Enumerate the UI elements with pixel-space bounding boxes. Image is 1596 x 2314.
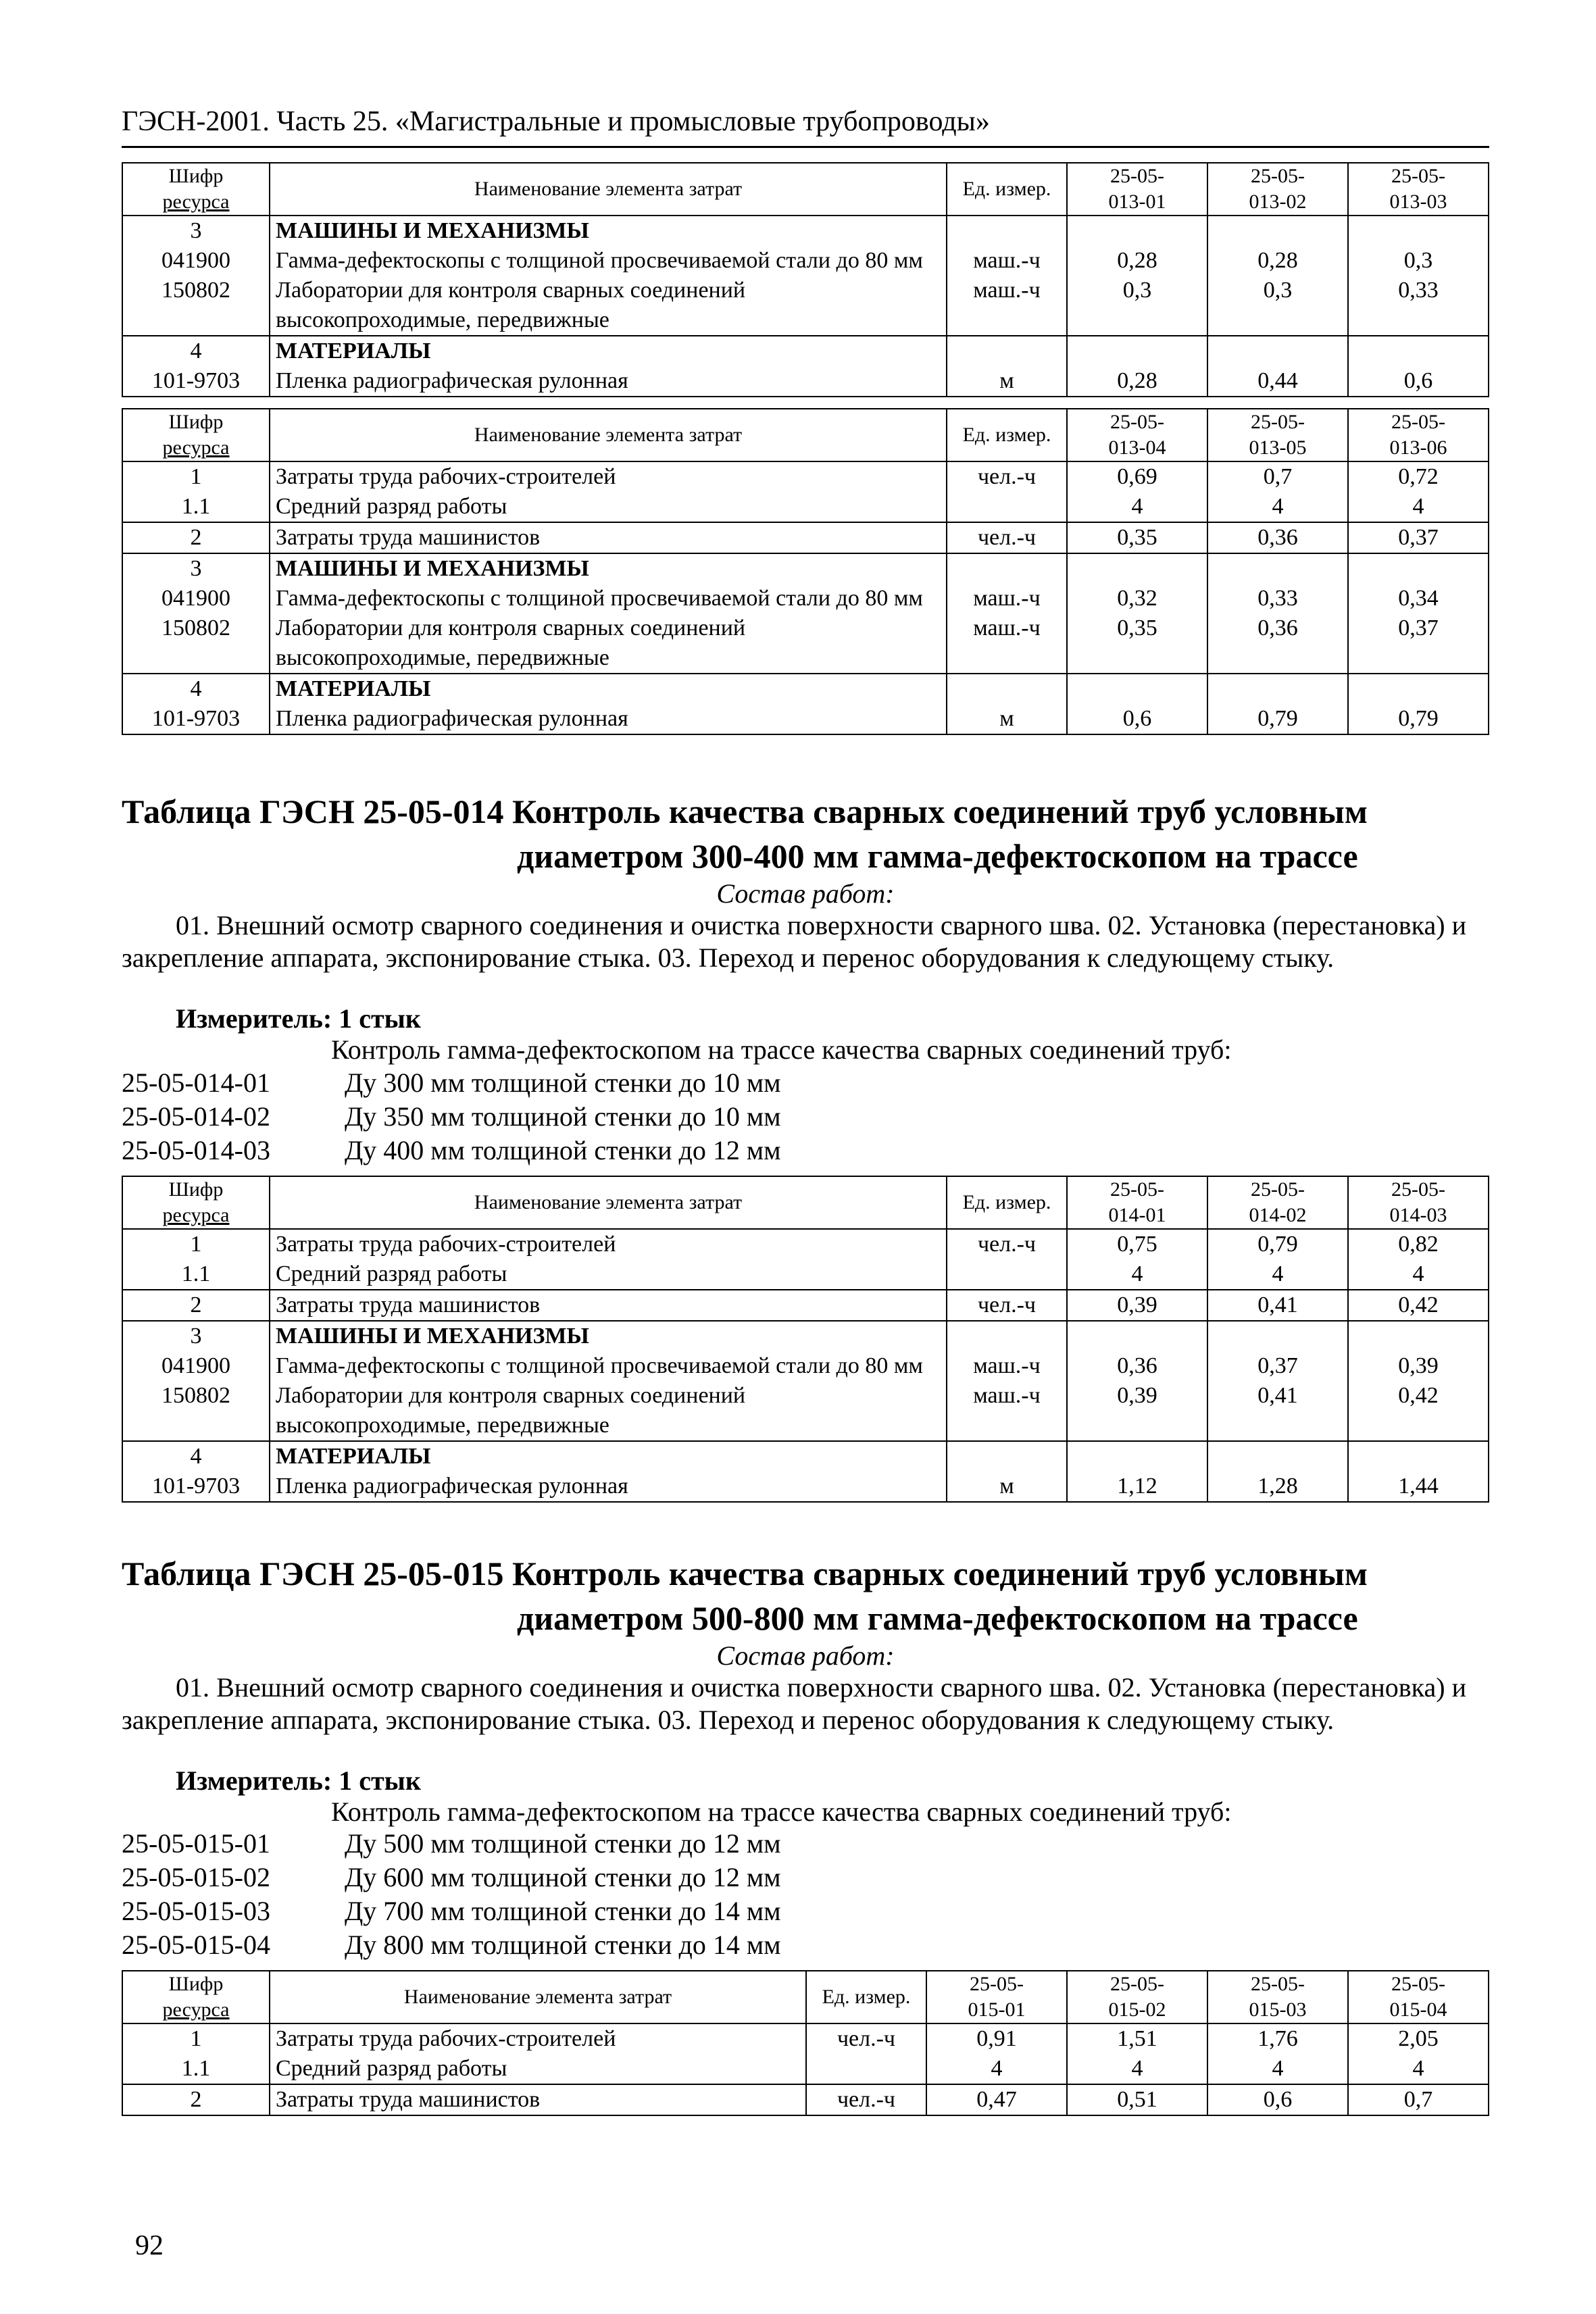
work-composition-text: 01. Внешний осмотр сварного соединения и очистка поверхности сварного шва. 02. Установка (перестановка) и закрепление аппарата, экспонирование стыка. 03. Переход и перенос оборудования к следующему стыку. [122, 1672, 1466, 1735]
cell-unit [947, 492, 1067, 522]
resource-table-014 [122, 1176, 1489, 1503]
list-item: 25-05-015-04 Ду 800 мм толщиной стенки до 14 мм [122, 1930, 781, 1960]
col-value: 25-05- 013-05 [1207, 409, 1348, 461]
cell-code: 150802 [122, 276, 270, 305]
cell-value: 0,3 [1067, 276, 1207, 305]
cell-name: Затраты труда машинистов [270, 522, 947, 553]
cell-value [1348, 553, 1489, 584]
cell-value: 0,75 [1067, 1229, 1207, 1259]
cell-code [122, 643, 270, 674]
cell-unit [947, 1441, 1067, 1472]
table-header-row [122, 1176, 1489, 1229]
cell-value: 0,42 [1348, 1381, 1489, 1411]
list-item: 25-05-014-01 Ду 300 мм толщиной стенки до 10 мм [122, 1067, 781, 1098]
cell-value [1067, 216, 1207, 246]
cell-name: МАТЕРИАЛЫ [270, 674, 947, 704]
cell-name: Пленка радиографическая рулонная [270, 1472, 947, 1502]
table-row [122, 1259, 1489, 1290]
col-value: 25-05- 014-03 [1348, 1176, 1489, 1229]
table-header-row [122, 1971, 1489, 2023]
col-unit: Ед. измер. [947, 1176, 1067, 1229]
cell-code: 1 [122, 1229, 270, 1259]
cell-value [1207, 305, 1348, 336]
cell-code: 041900 [122, 584, 270, 613]
table-row [122, 1351, 1489, 1381]
cell-value: 1,76 [1207, 2023, 1348, 2054]
resource-table-015 [122, 1970, 1489, 2116]
work-composition-label: Состав работ: [716, 1640, 895, 1671]
cell-name: высокопроходимые, передвижные [270, 305, 947, 336]
cell-name: МАТЕРИАЛЫ [270, 1441, 947, 1472]
cell-unit: чел.-ч [806, 2084, 926, 2115]
col-value: 25-05- 015-03 [1207, 1971, 1348, 2023]
cell-value: 0,6 [1207, 2084, 1348, 2115]
cell-unit: маш.-ч [947, 246, 1067, 276]
cell-value: 0,7 [1348, 2084, 1489, 2115]
cell-unit [947, 336, 1067, 366]
col-name: Наименование элемента затрат [270, 409, 947, 461]
cell-unit [947, 674, 1067, 704]
cell-value: 0,47 [926, 2084, 1067, 2115]
cell-code: 2 [122, 1290, 270, 1321]
cell-value [1348, 216, 1489, 246]
cell-name: Лаборатории для контроля сварных соединений [270, 276, 947, 305]
cell-value: 0,79 [1207, 1229, 1348, 1259]
cell-value [1348, 674, 1489, 704]
table-row [122, 553, 1489, 584]
cell-value [1067, 674, 1207, 704]
cell-value [1067, 643, 1207, 674]
cell-code: 101-9703 [122, 366, 270, 397]
table-row [122, 305, 1489, 336]
cell-code: 150802 [122, 1381, 270, 1411]
table-row [122, 643, 1489, 674]
cell-value: 1,12 [1067, 1472, 1207, 1502]
cell-value: 0,51 [1067, 2084, 1207, 2115]
list-item: 25-05-015-02 Ду 600 мм толщиной стенки до 12 мм [122, 1862, 781, 1892]
cell-unit: маш.-ч [947, 1381, 1067, 1411]
table-row [122, 1381, 1489, 1411]
cell-value: 0,69 [1067, 461, 1207, 492]
cell-unit: чел.-ч [947, 461, 1067, 492]
cell-value: 4 [1348, 492, 1489, 522]
cell-code [122, 1411, 270, 1441]
cell-name: МАТЕРИАЛЫ [270, 336, 947, 366]
table-row [122, 216, 1489, 246]
cell-value: 0,72 [1348, 461, 1489, 492]
table-row [122, 461, 1489, 492]
measure-unit: Измеритель: 1 стык [176, 1765, 421, 1796]
cell-unit: чел.-ч [947, 1290, 1067, 1321]
cell-value [1067, 305, 1207, 336]
page-header: ГЭСН-2001. Часть 25. «Магистральные и промысловые трубопроводы» [122, 103, 1489, 148]
cell-value [1207, 643, 1348, 674]
cell-value [1348, 1411, 1489, 1441]
cell-value: 2,05 [1348, 2023, 1489, 2054]
cell-code: 1.1 [122, 1259, 270, 1290]
col-name: Наименование элемента затрат [270, 163, 947, 216]
cell-value: 0,36 [1067, 1351, 1207, 1381]
col-name: Наименование элемента затрат [270, 1971, 806, 2023]
cell-code: 3 [122, 216, 270, 246]
cell-value [1067, 1321, 1207, 1351]
col-value: 25-05- 015-04 [1348, 1971, 1489, 2023]
col-code: Шифр ресурса [122, 409, 270, 461]
col-name: Наименование элемента затрат [270, 1176, 947, 1229]
cell-value: 0,3 [1207, 276, 1348, 305]
page-number: 92 [135, 2230, 164, 2261]
cell-value: 0,44 [1207, 366, 1348, 397]
table-row [122, 704, 1489, 734]
cell-code: 3 [122, 1321, 270, 1351]
cell-value: 0,28 [1067, 366, 1207, 397]
cell-value [1348, 1321, 1489, 1351]
table-row [122, 276, 1489, 305]
cell-name: Затраты труда рабочих-строителей [270, 2023, 806, 2054]
col-value: 25-05- 015-02 [1067, 1971, 1207, 2023]
cell-value: 0,35 [1067, 522, 1207, 553]
cell-value: 0,6 [1067, 704, 1207, 734]
cell-unit: маш.-ч [947, 584, 1067, 613]
table-row [122, 674, 1489, 704]
cell-value: 4 [1348, 1259, 1489, 1290]
col-value: 25-05- 015-01 [926, 1971, 1067, 2023]
norm-items-list [122, 1066, 781, 1167]
cell-value: 0,35 [1067, 613, 1207, 643]
cell-unit: маш.-ч [947, 613, 1067, 643]
cell-value: 0,82 [1348, 1229, 1489, 1259]
cell-value: 4 [1067, 2054, 1207, 2084]
table-row [122, 2023, 1489, 2054]
cell-name: Гамма-дефектоскопы с толщиной просвечиваемой стали до 80 мм [270, 1351, 947, 1381]
cell-code: 041900 [122, 1351, 270, 1381]
cell-name: Пленка радиографическая рулонная [270, 704, 947, 734]
cell-code: 101-9703 [122, 1472, 270, 1502]
cell-code: 1 [122, 2023, 270, 2054]
table-title-014: Таблица ГЭСН 25-05-014 Контроль качества сварных соединений труб условным диаметром 300-400 мм гамма-дефектоскопом на трассе [122, 793, 1368, 875]
col-code: Шифр ресурса [122, 163, 270, 216]
cell-value: 0,79 [1348, 704, 1489, 734]
table-row [122, 584, 1489, 613]
cell-value: 1,51 [1067, 2023, 1207, 2054]
cell-value [1067, 336, 1207, 366]
cell-name: МАШИНЫ И МЕХАНИЗМЫ [270, 1321, 947, 1351]
table-header-row [122, 409, 1489, 461]
cell-unit: чел.-ч [806, 2023, 926, 2054]
cell-value [1348, 305, 1489, 336]
cell-value: 0,37 [1207, 1351, 1348, 1381]
cell-value: 0,32 [1067, 584, 1207, 613]
cell-value [1067, 1411, 1207, 1441]
col-value: 25-05- 013-06 [1348, 409, 1489, 461]
cell-name: Пленка радиографическая рулонная [270, 366, 947, 397]
cell-value [1207, 216, 1348, 246]
norm-items-list [122, 1827, 781, 1962]
cell-unit [947, 643, 1067, 674]
cell-value [1207, 336, 1348, 366]
cell-unit [947, 1411, 1067, 1441]
cell-code: 101-9703 [122, 704, 270, 734]
list-item: 25-05-015-01 Ду 500 мм толщиной стенки до 12 мм [122, 1828, 781, 1859]
cell-value: 4 [1207, 1259, 1348, 1290]
cell-value: 0,39 [1067, 1381, 1207, 1411]
col-value: 25-05- 013-04 [1067, 409, 1207, 461]
cell-name: Затраты труда машинистов [270, 1290, 947, 1321]
work-composition-label: Состав работ: [716, 878, 895, 909]
cell-code: 3 [122, 553, 270, 584]
cell-code: 1 [122, 461, 270, 492]
cell-value: 0,28 [1067, 246, 1207, 276]
cell-name: Гамма-дефектоскопы с толщиной просвечиваемой стали до 80 мм [270, 584, 947, 613]
cell-code: 1.1 [122, 492, 270, 522]
cell-value: 4 [1207, 492, 1348, 522]
cell-name: МАШИНЫ И МЕХАНИЗМЫ [270, 553, 947, 584]
cell-unit [947, 1321, 1067, 1351]
cell-name: Лаборатории для контроля сварных соединений [270, 1381, 947, 1411]
cell-name: Средний разряд работы [270, 1259, 947, 1290]
table-row [122, 613, 1489, 643]
cell-value [1348, 336, 1489, 366]
list-item: 25-05-014-02 Ду 350 мм толщиной стенки до 10 мм [122, 1101, 781, 1132]
cell-value: 0,28 [1207, 246, 1348, 276]
table-title-015: Таблица ГЭСН 25-05-015 Контроль качества сварных соединений труб условным диаметром 500-800 мм гамма-дефектоскопом на трассе [122, 1555, 1368, 1637]
table-row [122, 522, 1489, 553]
cell-code: 041900 [122, 246, 270, 276]
cell-code: 4 [122, 674, 270, 704]
list-item: 25-05-015-03 Ду 700 мм толщиной стенки до 14 мм [122, 1896, 781, 1926]
cell-unit [947, 216, 1067, 246]
cell-value [1207, 674, 1348, 704]
cell-value: 0,41 [1207, 1381, 1348, 1411]
cell-code [122, 305, 270, 336]
cell-value: 0,37 [1348, 613, 1489, 643]
col-code: Шифр ресурса [122, 1176, 270, 1229]
cell-value: 0,39 [1348, 1351, 1489, 1381]
table-row [122, 1411, 1489, 1441]
cell-code: 2 [122, 2084, 270, 2115]
cell-unit: м [947, 704, 1067, 734]
cell-unit: маш.-ч [947, 1351, 1067, 1381]
cell-value: 0,34 [1348, 584, 1489, 613]
cell-code: 1.1 [122, 2054, 270, 2084]
col-code: Шифр ресурса [122, 1971, 270, 2023]
cell-name: Гамма-дефектоскопы с толщиной просвечиваемой стали до 80 мм [270, 246, 947, 276]
cell-value [1207, 553, 1348, 584]
cell-value: 4 [1348, 2054, 1489, 2084]
cell-value: 0,79 [1207, 704, 1348, 734]
table-row [122, 1321, 1489, 1351]
col-value: 25-05- 013-01 [1067, 163, 1207, 216]
cell-value [1207, 1441, 1348, 1472]
cell-value [1067, 553, 1207, 584]
table-row [122, 2054, 1489, 2084]
list-item: 25-05-014-03 Ду 400 мм толщиной стенки до 12 мм [122, 1135, 781, 1165]
cell-value: 0,36 [1207, 522, 1348, 553]
cell-value [1348, 1441, 1489, 1472]
cell-unit: маш.-ч [947, 276, 1067, 305]
cell-code: 4 [122, 1441, 270, 1472]
col-value: 25-05- 014-01 [1067, 1176, 1207, 1229]
col-unit: Ед. измер. [947, 409, 1067, 461]
cell-value: 0,41 [1207, 1290, 1348, 1321]
cell-value: 0,37 [1348, 522, 1489, 553]
cell-value: 4 [1067, 492, 1207, 522]
cell-unit [947, 553, 1067, 584]
control-description: Контроль гамма-дефектоскопом на трассе качества сварных соединений труб: [331, 1034, 1232, 1065]
cell-unit [806, 2054, 926, 2084]
cell-name: Средний разряд работы [270, 492, 947, 522]
cell-value: 4 [1207, 2054, 1348, 2084]
resource-table-013-04-06 [122, 408, 1489, 735]
cell-name: Затраты труда машинистов [270, 2084, 806, 2115]
cell-value: 0,33 [1207, 584, 1348, 613]
table-row [122, 1290, 1489, 1321]
cell-unit: м [947, 366, 1067, 397]
cell-value: 0,39 [1067, 1290, 1207, 1321]
col-unit: Ед. измер. [806, 1971, 926, 2023]
table-header-row [122, 163, 1489, 216]
cell-name: Затраты труда рабочих-строителей [270, 1229, 947, 1259]
cell-value: 4 [1067, 1259, 1207, 1290]
col-unit: Ед. измер. [947, 163, 1067, 216]
cell-value [1067, 1441, 1207, 1472]
table-row [122, 2084, 1489, 2115]
cell-name: МАШИНЫ И МЕХАНИЗМЫ [270, 216, 947, 246]
table-row [122, 336, 1489, 366]
col-value: 25-05- 014-02 [1207, 1176, 1348, 1229]
cell-value: 0,33 [1348, 276, 1489, 305]
cell-unit [947, 1259, 1067, 1290]
cell-unit: чел.-ч [947, 1229, 1067, 1259]
cell-value: 0,6 [1348, 366, 1489, 397]
resource-table-013-01-03 [122, 162, 1489, 397]
cell-value: 0,42 [1348, 1290, 1489, 1321]
cell-name: Средний разряд работы [270, 2054, 806, 2084]
table-row [122, 492, 1489, 522]
cell-name: высокопроходимые, передвижные [270, 643, 947, 674]
table-row [122, 1472, 1489, 1502]
cell-code: 150802 [122, 613, 270, 643]
cell-code: 2 [122, 522, 270, 553]
cell-name: Затраты труда рабочих-строителей [270, 461, 947, 492]
cell-value: 1,28 [1207, 1472, 1348, 1502]
cell-value: 4 [926, 2054, 1067, 2084]
cell-code: 4 [122, 336, 270, 366]
cell-value [1348, 643, 1489, 674]
cell-value: 0,91 [926, 2023, 1067, 2054]
cell-value: 1,44 [1348, 1472, 1489, 1502]
cell-value [1207, 1411, 1348, 1441]
table-row [122, 1441, 1489, 1472]
table-row [122, 1229, 1489, 1259]
cell-unit: м [947, 1472, 1067, 1502]
cell-name: высокопроходимые, передвижные [270, 1411, 947, 1441]
col-value: 25-05- 013-02 [1207, 163, 1348, 216]
col-value: 25-05- 013-03 [1348, 163, 1489, 216]
cell-name: Лаборатории для контроля сварных соединений [270, 613, 947, 643]
cell-value: 0,3 [1348, 246, 1489, 276]
control-description: Контроль гамма-дефектоскопом на трассе качества сварных соединений труб: [331, 1796, 1232, 1827]
measure-unit: Измеритель: 1 стык [176, 1003, 421, 1034]
cell-value: 0,36 [1207, 613, 1348, 643]
table-row [122, 366, 1489, 397]
cell-value [1207, 1321, 1348, 1351]
cell-unit [947, 305, 1067, 336]
cell-unit: чел.-ч [947, 522, 1067, 553]
table-row [122, 246, 1489, 276]
cell-value: 0,7 [1207, 461, 1348, 492]
work-composition-text: 01. Внешний осмотр сварного соединения и очистка поверхности сварного шва. 02. Установка (перестановка) и закрепление аппарата, экспонирование стыка. 03. Переход и перенос оборудования к следующему стыку. [122, 910, 1466, 973]
